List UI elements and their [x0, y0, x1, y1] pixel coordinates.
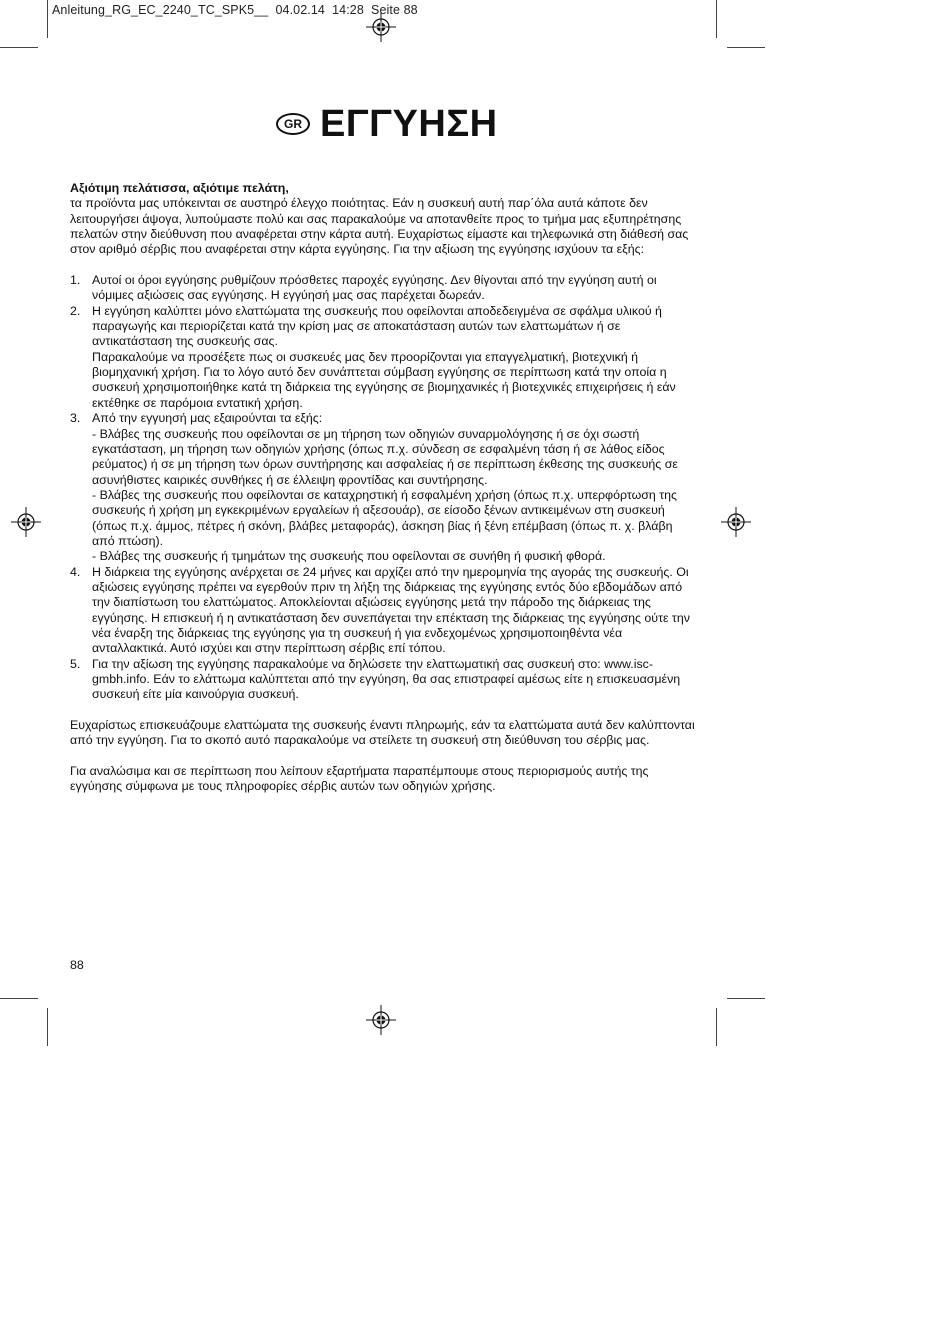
crop-mark	[716, 0, 717, 38]
registration-mark-icon	[11, 507, 41, 537]
crop-mark	[727, 998, 765, 999]
item-paragraph: - Βλάβες της συσκευής που οφείλονται σε καταχρηστική ή εσφαλμένη χρήση (όπως π.χ. υπερφόρτωση της συσκευής ή χρήση μη εγκεκριμένων εργαλείων ή αξεσουάρ), σε είσοδο ξένων αντικειμένων στη συσκευή (όπως π.χ. άμμος, πέτρες ή σκόνη, βλάβες μεταφοράς), άσκηση βίας ή ξένη επέμβαση (όπως π. χ. βλάβη από πτώση).	[92, 487, 677, 548]
item-number: 2.	[70, 303, 81, 318]
greeting: Αξιότιμη πελάτισσα, αξιότιμε πελάτη,	[70, 181, 289, 195]
closing-paragraph: Για αναλώσιμα και σε περίπτωση που λείπουν εξαρτήματα παραπέμπουμε στους περιορισμούς αυτής της εγγύησης σύμφωνα με τους πληροφορίες σέρβις αυτών των οδηγιών χρήσης.	[70, 764, 649, 794]
crop-mark	[716, 1008, 717, 1046]
print-header: Anleitung_RG_EC_2240_TC_SPK5__ 04.02.14 14:28 Seite 88	[52, 3, 418, 17]
list-item	[70, 657, 698, 703]
crop-mark	[727, 47, 765, 48]
crop-mark	[0, 47, 38, 48]
closing-paragraph: Ευχαρίστως επισκευάζουμε ελαττώματα της συσκευής έναντι πληρωμής, εάν τα ελαττώματα αυτά δεν καλύπτονται από την εγγύηση. Για το σκοπό αυτό παρακαλούμε να στείλετε τη συσκευή στη διεύθυνση του σέρβις μας.	[70, 718, 695, 748]
intro-paragraph: τα προϊόντα μας υπόκεινται σε αυστηρό έλεγχο ποιότητας. Εάν η συσκευή αυτή παρ΄όλα αυτά κάποτε δεν λειτουργήσει άψογα, λυπούμαστε πολύ και σας παρακαλούμε να αποτανθείτε προς το τμήμα μας εξυπηρέτησης πελατών στην διεύθυνση που αναφέρεται στην κάρτα αυτή. Ευχαρίστως είμαστε και τηλεφωνικά στη διάθεσή σας στον αριθμό σέρβις που αναφέρεται στην κάρτα εγγύησης. Για την αξίωση της εγγύησης ισχύουν τα εξής:	[70, 196, 689, 257]
list-item	[70, 411, 698, 564]
item-paragraph: Από την εγγυησή μας εξαιρούνται τα εξής:	[92, 411, 323, 426]
item-paragraph: Η διάρκεια της εγγύησης ανέρχεται σε 24 μήνες και αρχίζει από την ημερομηνία της αγοράς της συσκευής. Οι αξιώσεις εγγύησης πρέπει να εγερθούν πριν τη λήξη της διάρκειας της εγγύησης εντός δύο εβδομάδων από την διαπίστωση του ελαττώματος. Αποκλείονται αξιώσεις εγγύησης μετά την πάροδο της διάρκειας της εγγύησης. Η επισκευή ή η αντικατάσταση δεν συνεπάγεται την επέκταση της διάρκειας της εγγύησης ούτε την νέα έναρξη της διάρκειας της εγγύησης για τη συσκευή ή για ενδεχομένως χρησιμοποιηθέντα νέα ανταλλακτικά. Αυτό ισχύει και στην περίπτωση σέρβις επί τόπου.	[92, 564, 690, 656]
registration-mark-icon	[366, 12, 396, 42]
item-number: 5.	[70, 656, 81, 671]
page-title: ΕΓΓΥΗΣΗ	[320, 103, 498, 145]
list-item	[70, 565, 698, 657]
registration-mark-icon	[721, 507, 751, 537]
item-number: 1.	[70, 273, 81, 288]
warranty-text	[70, 181, 698, 795]
item-paragraph: Παρακαλούμε να προσέξετε πως οι συσκευές μας δεν προορίζονται για επαγγελματική, βιοτεχνική ή βιομηχανική χρήση. Για το λόγο αυτό δεν συνάπτεται σύμβαση εγγύησης σε περίπτωση κατά την οποία η συσκευή χρησιμοποιήθηκε κατά τη διάρκεια της εγγύησης σε βιομηχανικές ή βιοτεχνικές επιχειρήσεις ή εάν εκτέθηκε σε παρόμοια εντατική χρήση.	[92, 349, 676, 410]
item-number: 3.	[70, 411, 81, 426]
terms-list	[70, 273, 698, 703]
item-paragraph: Αυτοί οι όροι εγγύησης ρυθμίζουν πρόσθετες παροχές εγγύησης. Δεν θίγονται από την εγγύηση αυτή οι νόμιμες αξιώσεις σας εγγύησης. Η εγγύησή μας σας παρέχεται δωρεάν.	[92, 273, 657, 303]
crop-mark	[0, 998, 38, 999]
item-paragraph: - Βλάβες της συσκευής που οφείλονται σε μη τήρηση των οδηγιών συναρμολόγησης ή σε όχι σωστή εγκατάσταση, μη τήρηση των οδηγιών χρήσης (όπως π.χ. σύνδεση σε εσφαλμένη τάση ή σε λάθος είδος ρεύματος) ή σε μη τήρηση των όρων συντήρησης και ασφαλείας ή σε περίπτωση έκθεσης της συσκευής σε ασυνήθιστες καιρικές συνθήκες ή σε έλλειψη φροντίδας και συντήρησης.	[92, 426, 678, 487]
crop-mark	[47, 0, 48, 38]
list-item	[70, 273, 698, 304]
list-item	[70, 304, 698, 411]
item-paragraph: - Βλάβες της συσκευής ή τμημάτων της συσκευής που οφείλονται σε συνήθη ή φυσική φθορά.	[92, 549, 606, 564]
language-badge: GR	[276, 113, 310, 135]
title-block	[276, 104, 498, 144]
item-paragraph: Για την αξίωση της εγγύησης παρακαλούμε να δηλώσετε την ελαττωματική σας συσκευή στο: www.isc-gmbh.info. Εάν το ελάττωμα καλύπτεται από την εγγύηση, θα σας επιστραφεί αμέσως είτε η επισκευασμένη συσκευή είτε μία καινούργια συσκευή.	[92, 656, 681, 702]
item-paragraph: Η εγγύηση καλύπτει μόνο ελαττώματα της συσκευής που οφείλονται αποδεδειγμένα σε σφάλμα υλικού ή παραγωγής και περιορίζεται κατά την κρίση μας σε αποκατάσταση αυτών των ελαττωμάτων ή σε αντικατάσταση της συσκευής σας.	[92, 303, 662, 349]
item-number: 4.	[70, 564, 81, 579]
page-number: 88	[70, 958, 84, 972]
crop-mark	[47, 1008, 48, 1046]
registration-mark-icon	[366, 1005, 396, 1035]
